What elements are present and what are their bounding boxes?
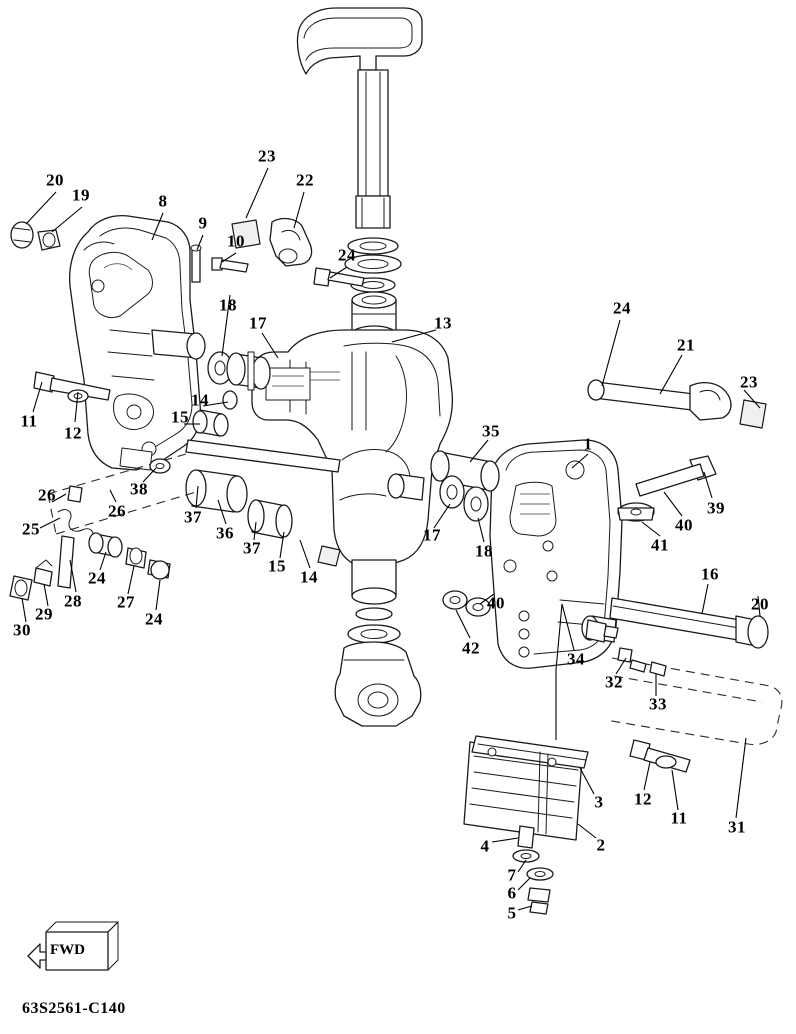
callout-15: 15	[268, 556, 286, 576]
callout-40: 40	[675, 515, 693, 535]
callout-2: 2	[596, 835, 606, 855]
callout-31: 31	[728, 817, 746, 837]
callout-10: 10	[227, 231, 245, 251]
callout-18: 18	[219, 295, 237, 315]
callout-20: 20	[751, 594, 769, 614]
callout-18: 18	[475, 541, 493, 561]
callout-7: 7	[507, 865, 517, 885]
callout-11: 11	[670, 808, 688, 828]
callout-42: 42	[462, 638, 480, 658]
callout-25: 25	[22, 519, 40, 539]
callout-34: 34	[567, 649, 585, 669]
callout-24: 24	[88, 568, 106, 588]
callout-11: 11	[20, 411, 38, 431]
callout-37: 37	[243, 538, 261, 558]
callout-4: 4	[480, 836, 490, 856]
callout-40: 40	[487, 593, 505, 613]
callout-38: 38	[130, 479, 148, 499]
callout-19: 19	[72, 185, 90, 205]
callout-14: 14	[191, 390, 209, 410]
callout-23: 23	[740, 372, 758, 392]
callout-30: 30	[13, 620, 31, 640]
callout-12: 12	[64, 423, 82, 443]
pins-32-33	[618, 648, 666, 676]
callout-12: 12	[634, 789, 652, 809]
callout-22: 22	[296, 170, 314, 190]
callout-23: 23	[258, 146, 276, 166]
callout-33: 33	[649, 694, 667, 714]
callout-36: 36	[216, 523, 234, 543]
callout-37: 37	[184, 507, 202, 527]
callout-24: 24	[145, 609, 163, 629]
bolt-39-washer-40-41	[618, 456, 716, 521]
callout-15: 15	[171, 407, 189, 427]
callout-16: 16	[701, 564, 719, 584]
callout-17: 17	[423, 525, 441, 545]
callout-24: 24	[613, 298, 631, 318]
callout-3: 3	[594, 792, 604, 812]
tiller-handle-group	[297, 8, 422, 342]
callout-8: 8	[158, 191, 168, 211]
callout-32: 32	[605, 672, 623, 692]
callout-28: 28	[64, 591, 82, 611]
callout-29: 29	[35, 604, 53, 624]
callout-17: 17	[249, 313, 267, 333]
left-clamp-bracket	[70, 216, 205, 470]
callout-20: 20	[46, 170, 64, 190]
tilt-tube-assembly	[582, 594, 782, 745]
callout-5: 5	[507, 903, 517, 923]
callout-14: 14	[300, 567, 318, 587]
callout-6: 6	[507, 883, 517, 903]
callout-13: 13	[434, 313, 452, 333]
bushing-17-18-upper	[208, 352, 270, 390]
callout-39: 39	[707, 498, 725, 518]
callout-24: 24	[338, 245, 356, 265]
callout-21: 21	[677, 335, 695, 355]
part-number-label: 63S2561-C140	[22, 1000, 126, 1017]
callout-27: 27	[117, 592, 135, 612]
transom-plate-assembly	[464, 736, 588, 914]
callout-35: 35	[482, 421, 500, 441]
fwd-label: FWD	[50, 942, 85, 958]
pin-bolt-group-9-10	[191, 245, 248, 282]
callout-41: 41	[651, 535, 669, 555]
callout-1: 1	[583, 434, 593, 454]
callout-26: 26	[108, 501, 126, 521]
callout-26: 26	[38, 485, 56, 505]
washers-40-42	[443, 591, 490, 616]
callout-9: 9	[198, 213, 208, 233]
bolt-11-12-lower	[630, 740, 690, 772]
